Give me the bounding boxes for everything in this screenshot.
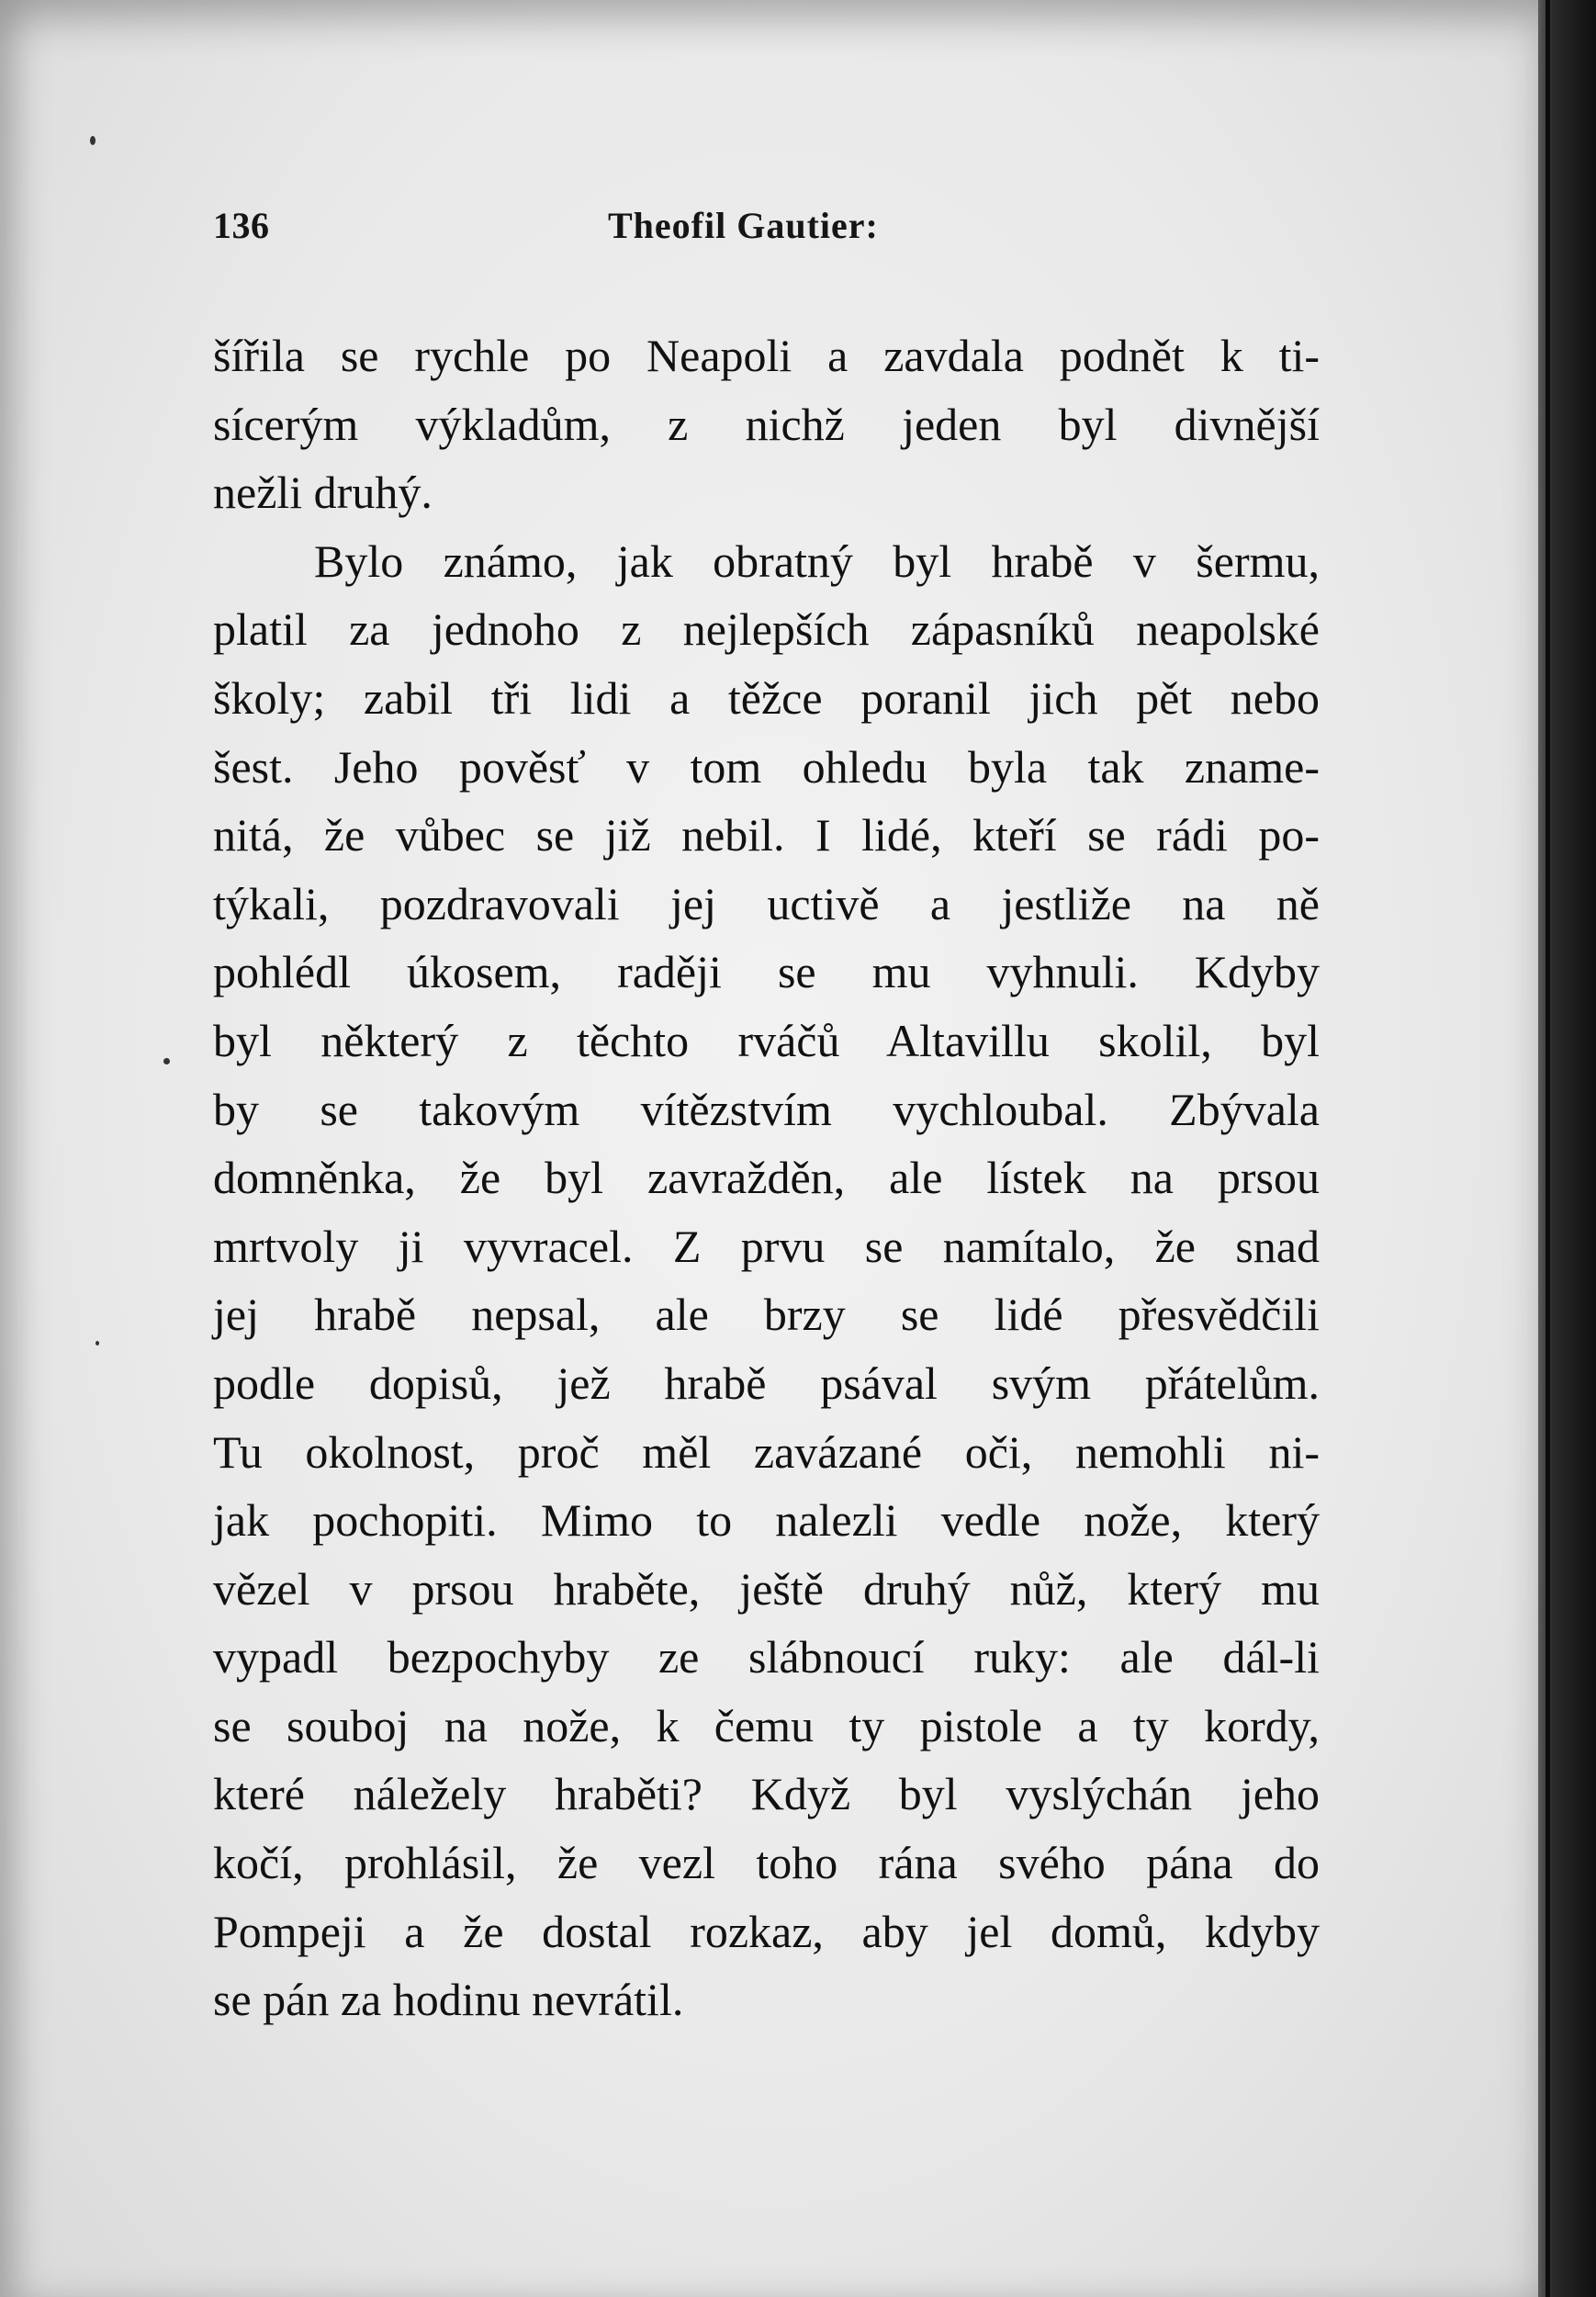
body-text: [213, 321, 1320, 2034]
text-line: se souboj na nože, k čemu ty pistole a ty kordy,: [213, 1699, 1320, 1751]
text-line: mrtvoly ji vyvracel. Z prvu se namítalo, že snad: [213, 1220, 1320, 1272]
text-line: platil za jednoho z nejlepších zápasníků neapolské: [213, 603, 1320, 656]
text-line: které náležely hraběti? Když byl vyslýchán jeho: [213, 1768, 1320, 1820]
page-number: 136: [213, 205, 270, 246]
text-line: školy; zabil tři lidi a těžce poranil jich pět nebo: [213, 671, 1320, 724]
scan-speck: [163, 1058, 170, 1064]
text-line: šířila se rychle po Neapoli a zavdala podnět k ti-: [213, 330, 1320, 381]
text-line: podle dopisů, jež hrabě psával svým přátelům.: [213, 1357, 1320, 1409]
text-line: se pán za hodinu nevrátil.: [213, 1974, 684, 2026]
text-line: jak pochopiti. Mimo to nalezli vedle nože, který: [213, 1494, 1320, 1547]
text-line: týkali, pozdravovali jej uctivě a jestliže na ně: [213, 877, 1320, 929]
text-line: Tu okolnost, proč měl zavázané oči, nemohli ni-: [213, 1425, 1320, 1478]
text-line: šest. Jeho pověsť v tom ohledu byla tak zname-: [213, 740, 1320, 793]
text-line: jej hrabě nepsal, ale brzy se lidé přesvědčili: [213, 1289, 1320, 1341]
binding-edge-line: [1545, 0, 1550, 2297]
running-head: [213, 204, 1315, 259]
scan-speck: [96, 1341, 99, 1346]
text-line: vězel v prsou hraběte, ještě druhý nůž, který mu: [213, 1562, 1320, 1615]
text-line: Bylo známo, jak obratný byl hrabě v šermu,: [314, 535, 1320, 587]
text-line: domněnka, že byl zavražděn, ale lístek na prsou: [213, 1152, 1320, 1204]
text-line: vypadl bezpochyby ze slábnoucí ruky: ale dál-li: [213, 1631, 1320, 1683]
text-line: pohlédl úkosem, raději se mu vyhnuli. Kdyby: [213, 946, 1320, 998]
text-line: byl některý z těchto rváčů Altavillu skolil, byl: [213, 1014, 1320, 1066]
scan-speck: [90, 136, 96, 145]
text-line: by se takovým vítězstvím vychloubal. Zbývala: [213, 1083, 1320, 1135]
running-title: Theofil Gautier:: [608, 205, 879, 246]
text-line: nitá, že vůbec se již nebil. I lidé, kteří se rádi po-: [213, 809, 1320, 861]
text-line: Pompeji a že dostal rozkaz, aby jel domů, kdyby: [213, 1905, 1320, 1957]
text-line: kočí, prohlásil, že vezl toho rána svého pána do: [213, 1837, 1320, 1889]
text-line: sícerým výkladům, z nichž jeden byl divnější: [213, 398, 1320, 450]
text-line: nežli druhý.: [213, 467, 433, 519]
